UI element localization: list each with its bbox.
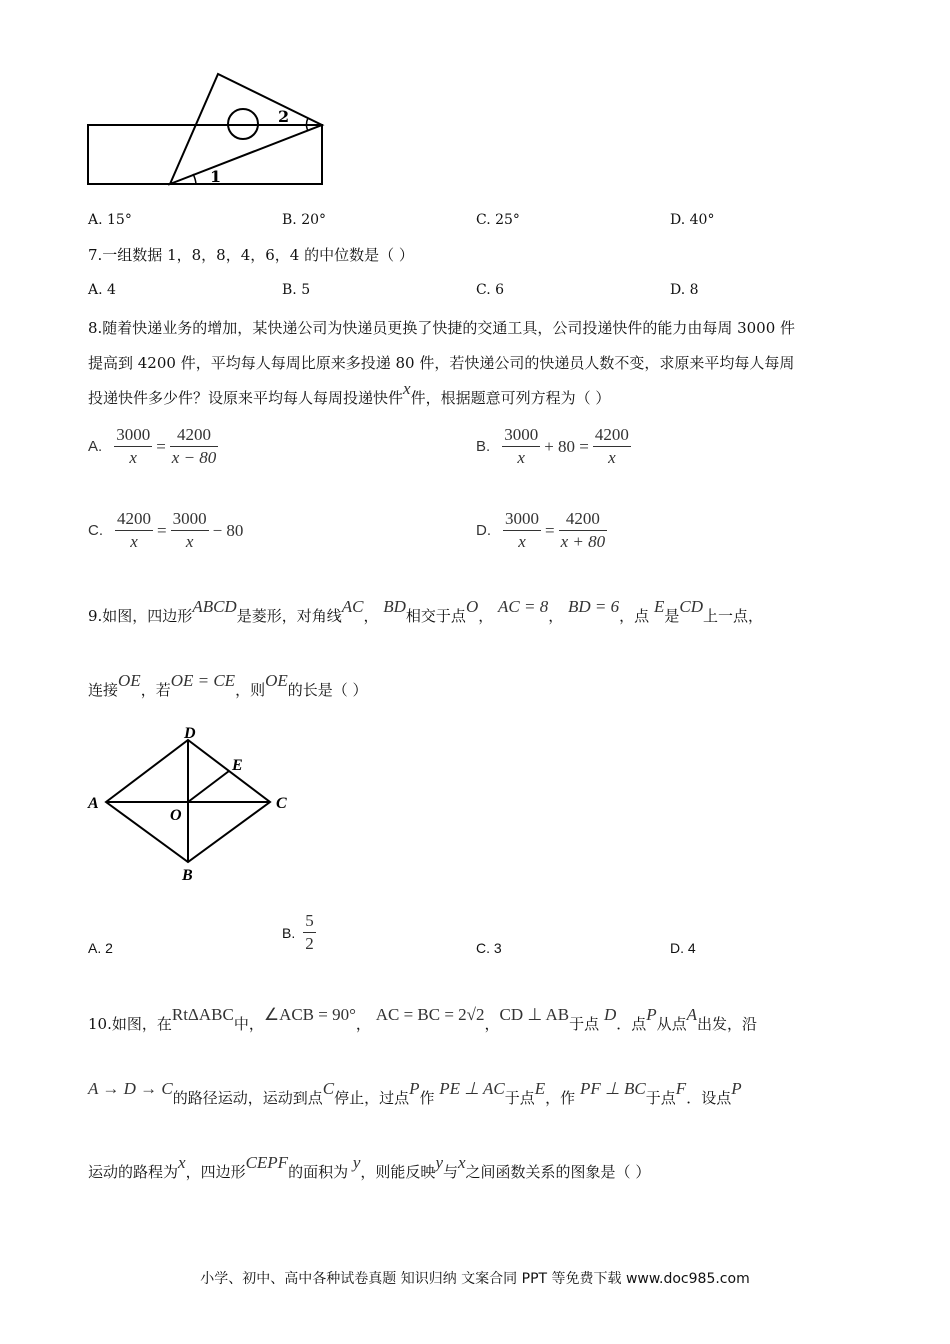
q7-option-c: C. 6 bbox=[476, 282, 505, 298]
q9-option-a: A. 2 bbox=[88, 940, 113, 956]
q9-label-b: B bbox=[182, 867, 193, 884]
q8-option-a: A. $\frac{3000}{x}$ = $\frac{4200}{x - 80}$ bbox=[88, 425, 217, 467]
q9-option-b: B. $\frac{5}{2}$ bbox=[282, 911, 314, 953]
q7-question: 7.一组数据 1，8，8，4，6，4 的中位数是（ ） bbox=[88, 246, 414, 264]
q7-option-a: A. 4 bbox=[88, 282, 116, 298]
q9-label-o: O bbox=[170, 807, 182, 824]
q9-line2: 连接OE，若OE = CE，则OE的长是（ ） bbox=[88, 671, 368, 699]
q9-label-d: D bbox=[184, 725, 196, 742]
q10-line1: 10.如图，在RtΔABC中，∠ACB = 90°， AC = BC = 2√2，CD ⊥ AB于点 D．点P从点A出发，沿 bbox=[88, 1005, 758, 1033]
q8-option-d: D. $\frac{3000}{x}$ = $\frac{4200}{x + 80}$ bbox=[476, 509, 606, 551]
q6-figure bbox=[86, 70, 328, 190]
q8-option-c: C. $\frac{4200}{x}$ = $\frac{3000}{x}$ − 80 bbox=[88, 509, 244, 551]
q8-line1: 8.随着快递业务的增加，某快递公司为快递员更换了快捷的交通工具，公司投递快件的能力由每周 3000 件 bbox=[88, 319, 796, 337]
q8-line3: 投递快件多少件？设原来平均每人每周投递快件x件，根据题意可列方程为（ ） bbox=[88, 379, 611, 407]
q6-angle1-label: 1 bbox=[210, 167, 222, 186]
q10-line3: 运动的路程为x，四边形CEPF的面积为 y，则能反映y与x之间函数关系的图象是（ ） bbox=[88, 1153, 651, 1181]
q9-label-e: E bbox=[232, 757, 243, 774]
page-footer: 小学、初中、高中各种试卷真题 知识归纳 文案合同 PPT 等免费下载 www.doc985.com bbox=[200, 1271, 750, 1287]
q9-line1: 9.如图，四边形ABCD是菱形，对角线AC， BD相交于点O， AC = 8， BD = 6，点 E是CD上一点， bbox=[88, 597, 763, 625]
q9-label-c: C bbox=[276, 795, 287, 812]
q10-line2: A → D → C的路径运动，运动到点C停止，过点P作 PE ⊥ AC于点E，作 PF ⊥ BC于点F．设点P bbox=[88, 1079, 742, 1107]
q6-option-c: C. 25° bbox=[476, 212, 520, 228]
q6-option-d: D. 40° bbox=[670, 212, 715, 228]
q6-option-a: A. 15° bbox=[88, 212, 132, 228]
q8-line2: 提高到 4200 件，平均每人每周比原来多投递 80 件，若快递公司的快递员人数不变，求原来平均每人每周 bbox=[88, 354, 795, 372]
q8-var-x: x bbox=[403, 379, 411, 398]
q9-segment-oe bbox=[188, 771, 229, 802]
q9-rhombus-figure bbox=[86, 722, 296, 884]
q7-option-b: B. 5 bbox=[282, 282, 311, 298]
q6-angle1-arc bbox=[193, 174, 196, 184]
q9-option-c: C. 3 bbox=[476, 940, 502, 956]
q9-label-a: A bbox=[88, 795, 99, 812]
q6-angle2-label: 2 bbox=[278, 107, 290, 126]
q7-option-d: D. 8 bbox=[670, 282, 699, 298]
q8-option-b: B. $\frac{3000}{x}$ + 80 = $\frac{4200}{x}$ bbox=[476, 425, 629, 467]
q6-option-b: B. 20° bbox=[282, 212, 327, 228]
q6-triangle bbox=[170, 74, 322, 184]
q9-option-d: D. 4 bbox=[670, 940, 696, 956]
q6-rectangle bbox=[88, 125, 322, 184]
